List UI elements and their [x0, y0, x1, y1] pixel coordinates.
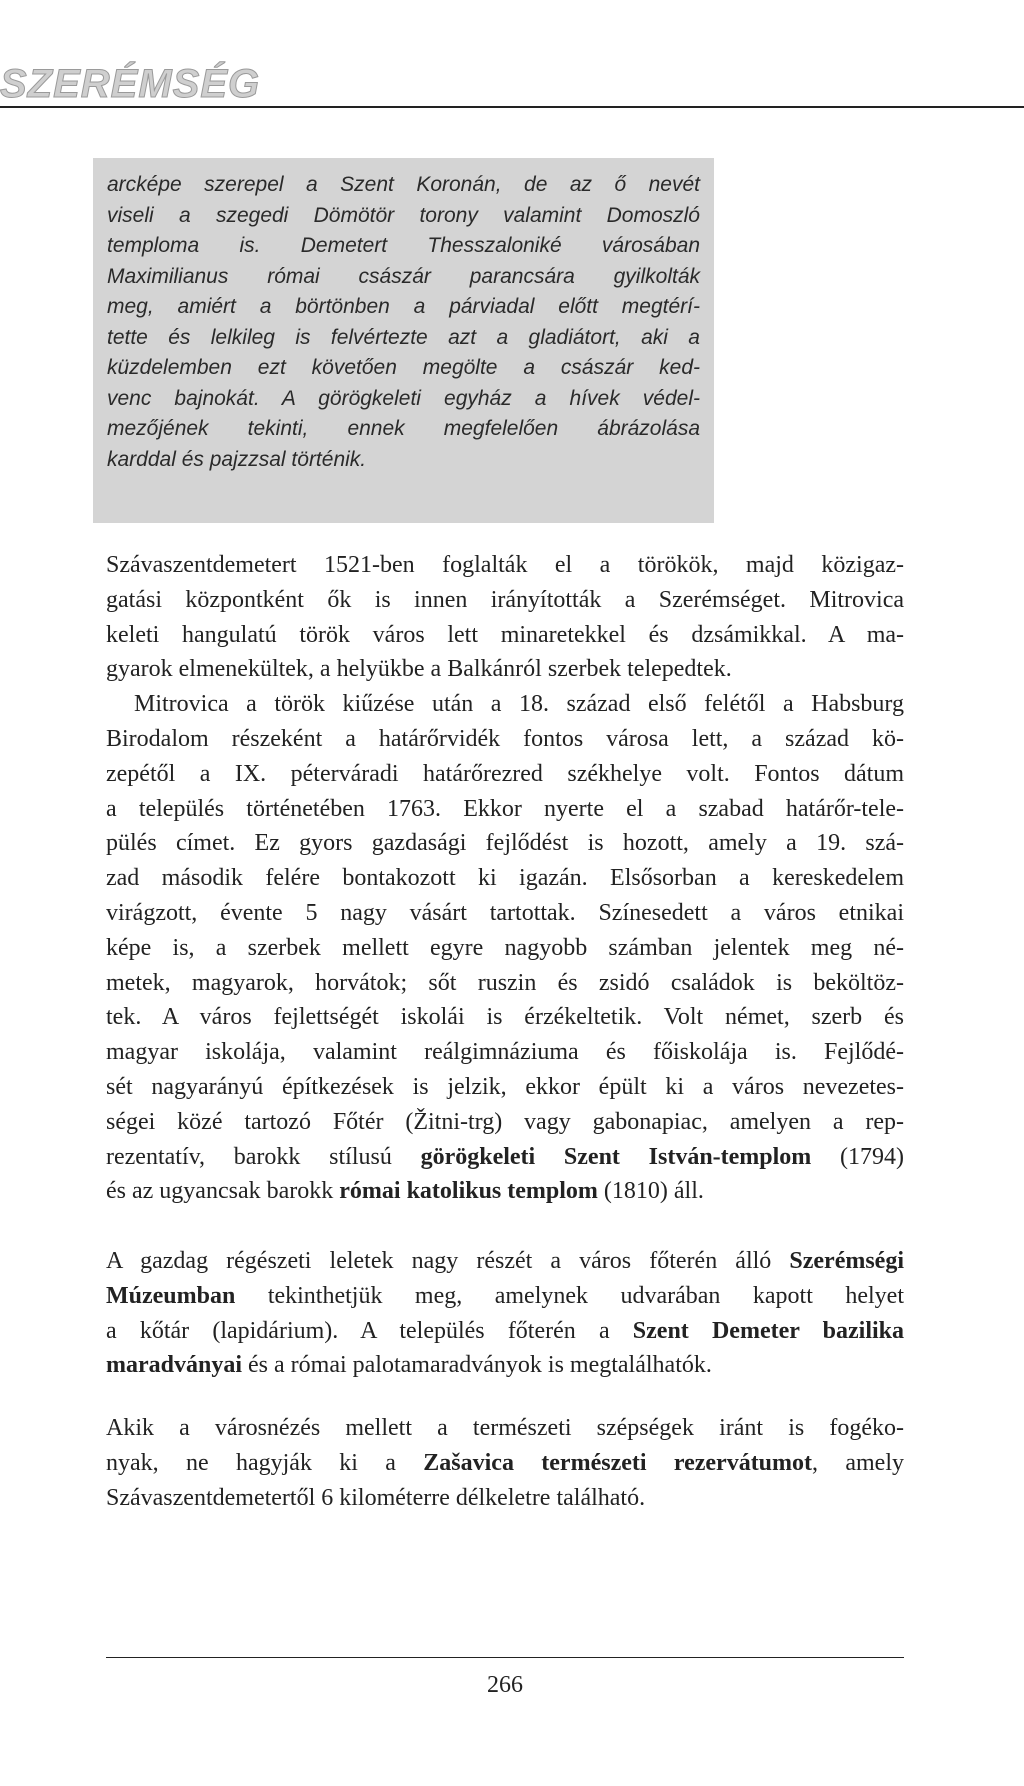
text-run: A gazdag régészeti leletek nagy részét a város főterén álló: [106, 1248, 790, 1274]
body-line: [106, 1244, 904, 1279]
bold-term: Zašavica természeti rezervátumot: [423, 1449, 813, 1476]
text-run: és az ugyancsak barokk: [106, 1178, 340, 1205]
body-paragraph-museum: [106, 1244, 904, 1383]
body-line: [106, 1314, 904, 1349]
text-run: (1794): [811, 1143, 905, 1170]
body-line: ségei közé tartozó Főtér (Žitni-trg) vagy gabonapiac, amelyen a rep-: [106, 1108, 904, 1135]
sidebar-line: viseli a szegedi Dömötör torony valamint Domoszló: [107, 203, 700, 227]
body-line: magyar iskolája, valamint reálgimnáziuma és főiskolája is. Fejlődé-: [106, 1039, 904, 1066]
sidebar-line: mezőjének tekinti, ennek megfelelően ábrázolása: [107, 417, 700, 440]
sidebar-line: tette és lelkileg is felvértezte azt a gladiátort, aki a: [107, 325, 700, 349]
bold-term: római katolikus templom: [339, 1178, 598, 1205]
body-paragraphs-main: [106, 548, 904, 1209]
bold-term: Szerémségi: [789, 1248, 904, 1274]
body-line: zepétől a IX. péterváradi határőrezred székhelye volt. Fontos dátum: [106, 760, 904, 787]
body-line: Szávaszentdemetertől 6 kilométerre délkeletre található.: [106, 1484, 646, 1511]
footer-rule: [106, 1657, 904, 1658]
body-line: [106, 1140, 904, 1175]
text-run: tekinthetjük meg, amelynek udvarában kapott helyet: [235, 1282, 904, 1309]
bold-term: maradványai: [106, 1352, 243, 1379]
body-line: [106, 1279, 904, 1314]
text-run: a kőtár (lapidárium). A település főterén a: [106, 1317, 633, 1344]
sidebar-line: arcképe szerepel a Szent Koronán, de az ő nevét: [107, 173, 700, 196]
bold-term: Múzeumban: [106, 1282, 236, 1309]
body-line: tek. A város fejlettségét iskolái is érzékeltetik. Volt német, szerb és: [106, 1004, 904, 1031]
body-line: Akik a városnézés mellett a természeti szépségek iránt is fogéko-: [106, 1415, 904, 1441]
body-line: metek, magyarok, horvátok; sőt ruszin és zsidó családok is beköltöz-: [106, 969, 904, 996]
body-line: Szávaszentdemetert 1521-ben foglalták el a törökök, majd közigaz-: [106, 552, 904, 578]
body-line: [106, 1174, 904, 1209]
text-run: (1810) áll.: [597, 1178, 704, 1205]
body-line: pülés címet. Ez gyors gazdasági fejlődést is hozott, amely a 19. szá-: [106, 830, 904, 857]
body-line: zad második felére bontakozott ki igazán. Elsősorban a kereskedelem: [106, 865, 904, 892]
sidebar-line: venc bajnokát. A görögkeleti egyház a hívek védel-: [107, 386, 700, 410]
sidebar-line: temploma is. Demetert Thesszaloniké városában: [107, 234, 700, 257]
bold-term: görögkeleti Szent István-templom: [420, 1143, 812, 1170]
body-line: Birodalom részeként a határőrvidék fontos városa lett, a század kö-: [106, 725, 904, 752]
text-run: és a római palotamaradványok is megtalálhatók.: [242, 1352, 712, 1379]
body-line: gyarok elmenekültek, a helyükbe a Balkánról szerbek telepedtek.: [106, 656, 732, 683]
header-rule: [0, 106, 1024, 108]
text-run: nyak, ne hagyják ki a: [106, 1449, 424, 1476]
text-run: , amely: [812, 1449, 904, 1476]
body-line: [106, 1446, 904, 1481]
body-line: sét nagyarányú építkezések is jelzik, ekkor épült ki a város nevezetes-: [106, 1073, 904, 1100]
sidebar-line: meg, amiért a börtönben a párviadal előtt megtérí-: [107, 295, 700, 318]
bold-term: Szent Demeter bazilika: [632, 1317, 904, 1344]
sidebar-box: [93, 158, 714, 523]
text-run: rezentatív, barokk stílusú: [106, 1143, 421, 1170]
body-paragraph-nature: [106, 1411, 904, 1515]
body-line: Mitrovica a török kiűzése után a 18. század első felétől a Habsburg: [134, 691, 904, 718]
sidebar-line: Maximilianus római császár parancsára gyilkolták: [107, 264, 700, 288]
page-number: 266: [487, 1672, 523, 1698]
body-line: [106, 1348, 904, 1383]
body-line: gatási központként ők is innen irányították a Szerémséget. Mitrovica: [106, 586, 904, 613]
body-line: virágzott, évente 5 nagy vásárt tartottak. Színesedett a város etnikai: [106, 899, 904, 926]
body-line: a település történetében 1763. Ekkor nyerte el a szabad határőr-tele-: [106, 795, 904, 822]
body-line: keleti hangulatú török város lett minaretekkel és dzsámikkal. A ma-: [106, 621, 904, 648]
running-header-title: SZERÉMSÉG: [0, 62, 261, 106]
body-line: képe is, a szerbek mellett egyre nagyobb számban jelentek meg né-: [106, 934, 904, 961]
sidebar-line: karddal és pajzzsal történik.: [107, 447, 367, 471]
sidebar-line: küzdelemben ezt követően megölte a császár ked-: [107, 356, 700, 379]
